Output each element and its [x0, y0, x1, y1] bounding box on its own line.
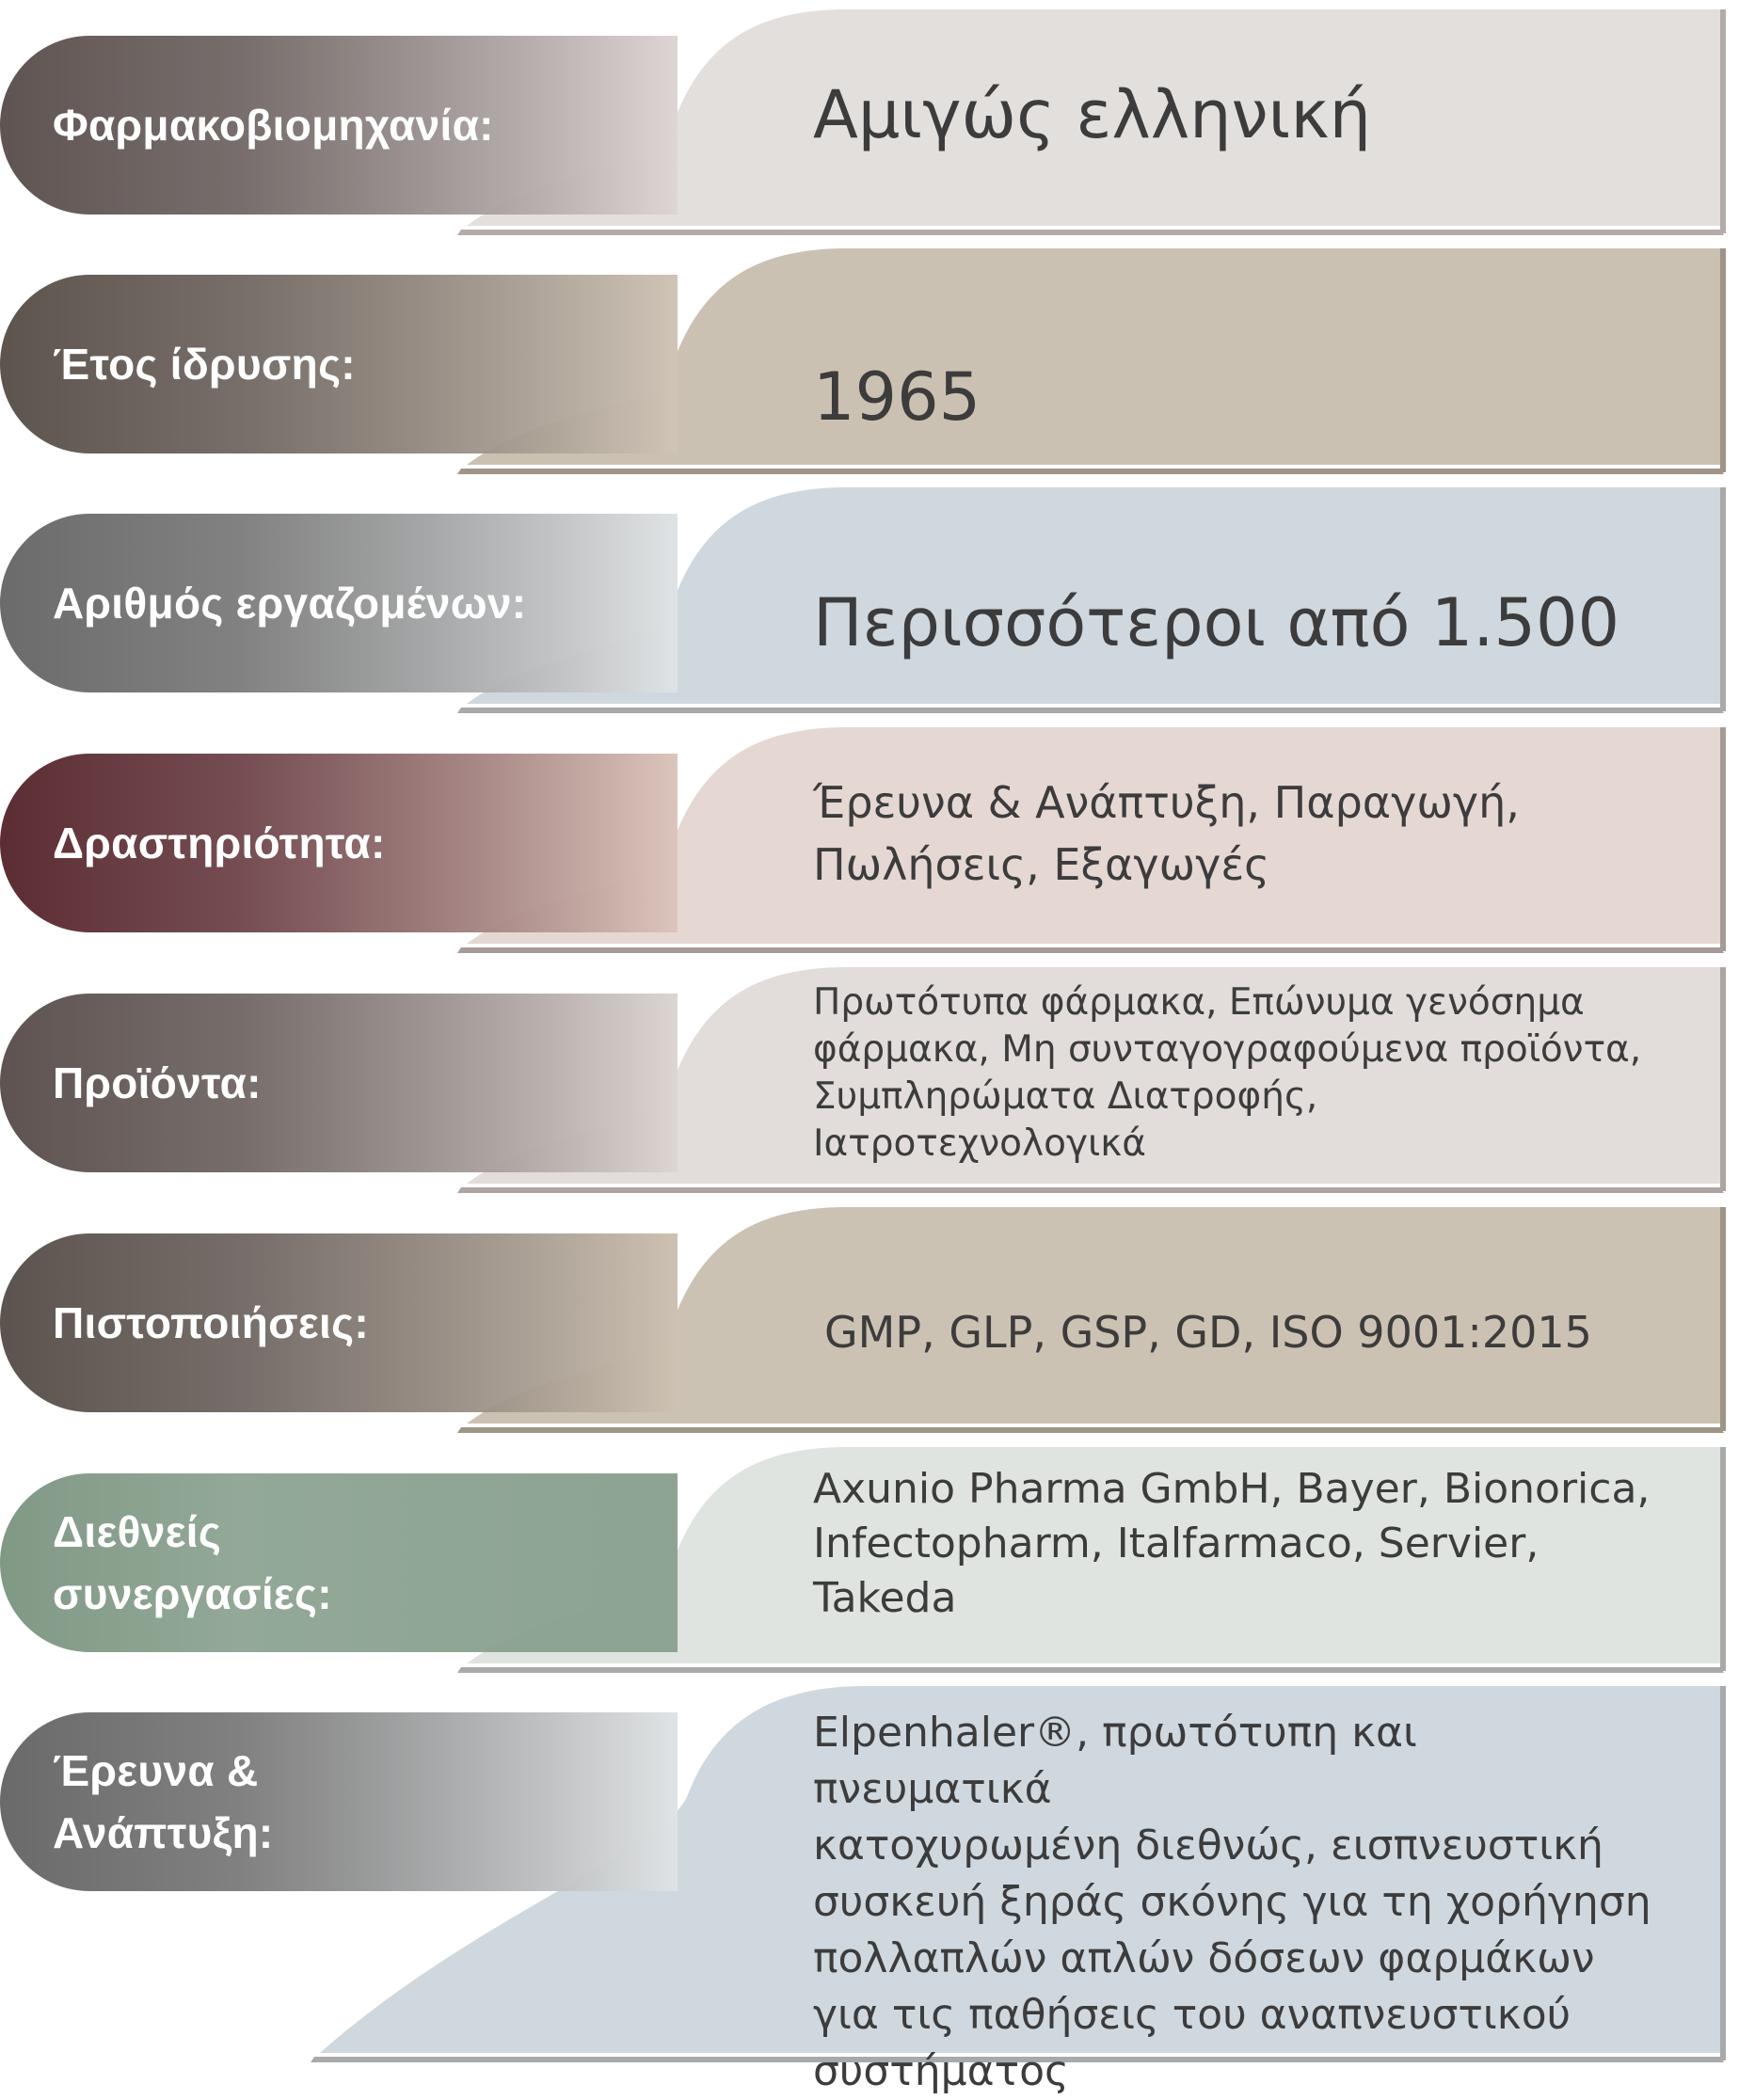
label-line: Διεθνείς — [53, 1507, 222, 1556]
label-line: συνεργασίες: — [53, 1569, 332, 1618]
label-line: Δραστηριότητα: — [53, 819, 386, 867]
value-line: Περισσότεροι από 1.500 — [813, 584, 1620, 661]
panel-edge — [1720, 1686, 1726, 2060]
row-label — [53, 1473, 332, 1652]
label-line: Φαρμακοβιομηχανία: — [53, 101, 494, 150]
panel-edge — [1720, 248, 1726, 472]
panel-shadow — [457, 1427, 1724, 1433]
row-value — [813, 763, 1654, 904]
value-line: συστήματος — [813, 2047, 1069, 2095]
panel-edge — [1720, 1207, 1726, 1431]
panel-edge — [1720, 727, 1726, 951]
row-label — [53, 1233, 369, 1412]
value-line: κατοχυρωμένη διεθνώς, εισπνευστική — [813, 1822, 1603, 1869]
row-value — [813, 981, 1654, 1165]
value-line: συσκευή ξηράς σκόνης για τη χορήγηση — [813, 1878, 1651, 1926]
panel-shadow — [457, 708, 1724, 713]
row-value — [813, 1465, 1654, 1622]
value-line: Πρωτότυπα φάρμακα, Επώνυμα γενόσημα — [813, 981, 1585, 1024]
value-line: Elpenhaler®, πρωτότυπη και πνευματικά — [813, 1709, 1417, 1813]
panel-edge — [1720, 1447, 1726, 1671]
panel-shadow — [457, 1667, 1724, 1673]
row-value — [813, 322, 1654, 472]
value-line: Infectopharm, Italfarmaco, Servier, Takeda — [813, 1519, 1540, 1622]
row-value — [813, 26, 1654, 215]
row-value — [813, 542, 1654, 704]
value-line: φάρμακα, Μη συνταγογραφούμενα προϊόντα, — [813, 1028, 1642, 1071]
label-line: Πιστοποιήσεις: — [53, 1298, 369, 1347]
label-line: Προϊόντα: — [53, 1058, 262, 1107]
row-label — [53, 36, 494, 215]
row-employees — [0, 485, 1739, 717]
row-value — [813, 1705, 1654, 2095]
panel-shadow — [457, 1187, 1724, 1193]
row-pharma-industry — [0, 8, 1739, 239]
value-line: Αμιγώς ελληνική — [813, 76, 1371, 153]
label-line: Έτος ίδρυσης: — [53, 340, 356, 389]
label-line: Ανάπτυξη: — [53, 1808, 274, 1857]
value-line: Έρευνα & Ανάπτυξη, Παραγωγή, — [813, 777, 1520, 828]
row-founding-year — [0, 247, 1739, 478]
row-international-partnerships — [0, 1445, 1739, 1677]
label-line: Έρευνα & — [53, 1746, 259, 1795]
panel-edge — [1720, 9, 1726, 233]
value-line: Axunio Pharma GmbH, Bayer, Bionorica, — [813, 1465, 1651, 1513]
panel-shadow — [457, 947, 1724, 953]
value-line: GMP, GLP, GSP, GD, ISO 9001:2015 — [824, 1307, 1592, 1358]
panel-edge — [1720, 967, 1726, 1191]
row-certifications — [0, 1205, 1739, 1437]
row-research-development — [0, 1684, 1739, 2095]
row-label — [53, 1712, 274, 1891]
value-line: για τις παθήσεις του αναπνευστικού — [813, 1991, 1571, 2039]
panel-edge — [1720, 487, 1726, 711]
row-label — [53, 275, 356, 453]
row-label — [53, 994, 262, 1172]
row-label — [53, 754, 386, 932]
value-line: 1965 — [813, 358, 981, 436]
label-line: Αριθμός εργαζομένων: — [53, 579, 527, 628]
row-value — [824, 1271, 1654, 1393]
row-activity — [0, 725, 1739, 957]
row-products — [0, 965, 1739, 1197]
value-line: Συμπληρώματα Διατροφής, Ιατροτεχνολογικά — [813, 1075, 1318, 1165]
value-line: Πωλήσεις, Εξαγωγές — [813, 839, 1270, 890]
panel-shadow — [457, 230, 1724, 235]
row-label — [53, 514, 526, 692]
value-line: πολλαπλών απλών δόσεων φαρμάκων — [813, 1934, 1595, 1982]
